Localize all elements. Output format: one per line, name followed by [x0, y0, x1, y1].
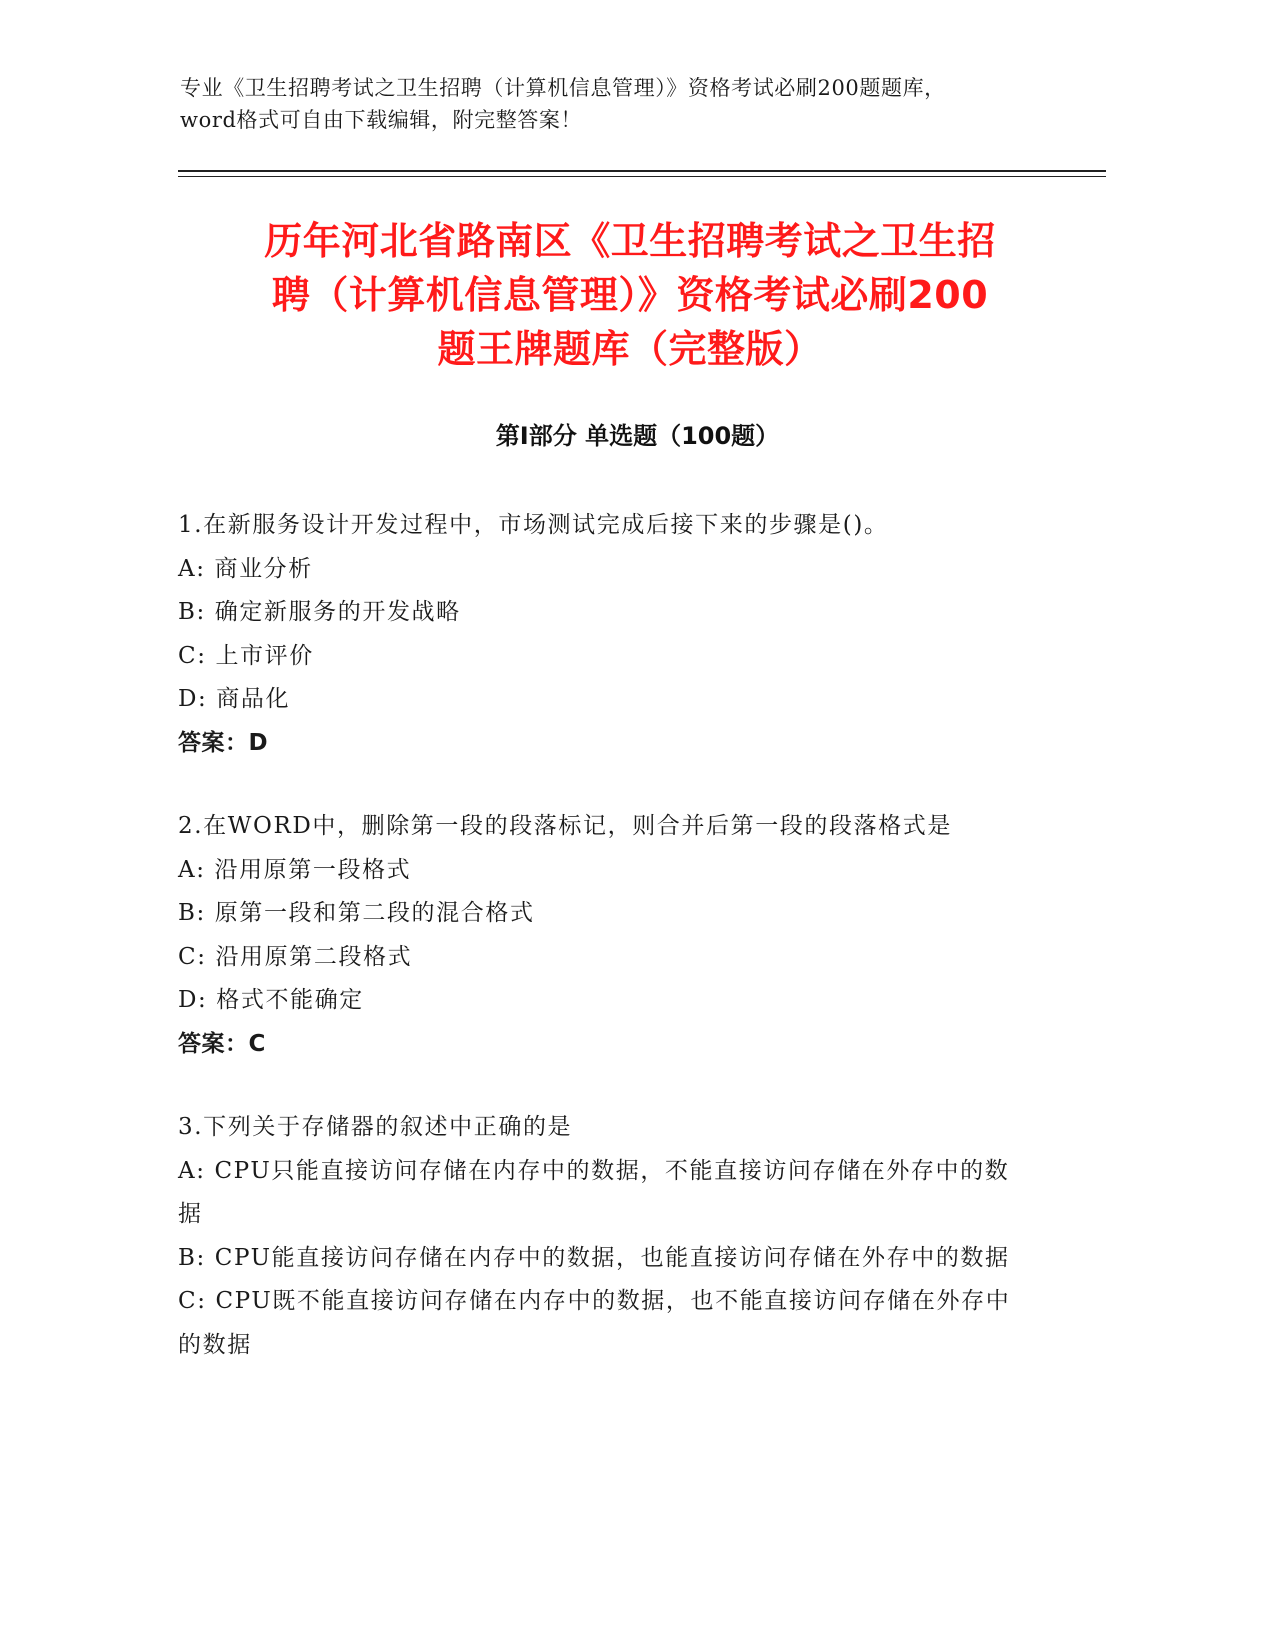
document-title-line-2: 聘（计算机信息管理）》资格考试必刷200 [271, 273, 989, 317]
option-c: C: 上市评价 [178, 642, 314, 669]
question-3 [178, 1106, 1038, 1367]
option-a [178, 1150, 1038, 1237]
option-b: B: 确定新服务的开发战略 [178, 599, 461, 625]
question-1 [178, 504, 1038, 765]
document-title [190, 214, 1070, 376]
document-title-line-3: 题王牌题库（完整版） [437, 327, 823, 371]
question-stem: 3.下列关于存储器的叙述中正确的是 [178, 1114, 573, 1140]
option-c: C: 沿用原第二段格式 [178, 943, 413, 970]
header-note-line-1: 专业《卫生招聘考试之卫生招聘（计算机信息管理）》资格考试必刷200题题库， [180, 76, 946, 100]
option-a: A: 商业分析 [178, 555, 313, 582]
option-b-text: B: CPU能直接访问存储在内存中的数据，也能直接访问存储在外存中的数据 [178, 1244, 1010, 1271]
option-a-text: A: CPU只能直接访问存储在内存中的数据，不能直接访问存储在外存中的数据 [178, 1157, 1010, 1227]
option-d: D: 格式不能确定 [178, 987, 364, 1013]
question-stem: 2.在WORD中，删除第一段的段落标记，则合并后第一段的段落格式是 [178, 813, 952, 839]
option-a: A: 沿用原第一段格式 [178, 856, 412, 883]
header-note [180, 72, 1080, 136]
option-b: B: 原第一段和第二段的混合格式 [178, 900, 535, 926]
answer: 答案：C [178, 1030, 266, 1057]
option-c [178, 1280, 1038, 1367]
section-title: 第Ⅰ部分 单选题（100题） [495, 422, 780, 450]
question-stem: 1.在新服务设计开发过程中，市场测试完成后接下来的步骤是()。 [178, 512, 889, 538]
header-divider-thick [178, 170, 1106, 172]
option-b [178, 1237, 1038, 1281]
document-title-line-1: 历年河北省路南区《卫生招聘考试之卫生招 [264, 219, 996, 263]
option-d: D: 商品化 [178, 686, 291, 712]
answer: 答案：D [178, 729, 269, 756]
header-note-line-2: word格式可自由下载编辑，附完整答案！ [180, 108, 583, 132]
question-2 [178, 805, 1038, 1066]
header-divider-thin [178, 176, 1106, 177]
option-c-text: C: CPU既不能直接访问存储在内存中的数据，也不能直接访问存储在外存中的数据 [178, 1288, 1011, 1358]
question-list [178, 504, 1038, 1407]
